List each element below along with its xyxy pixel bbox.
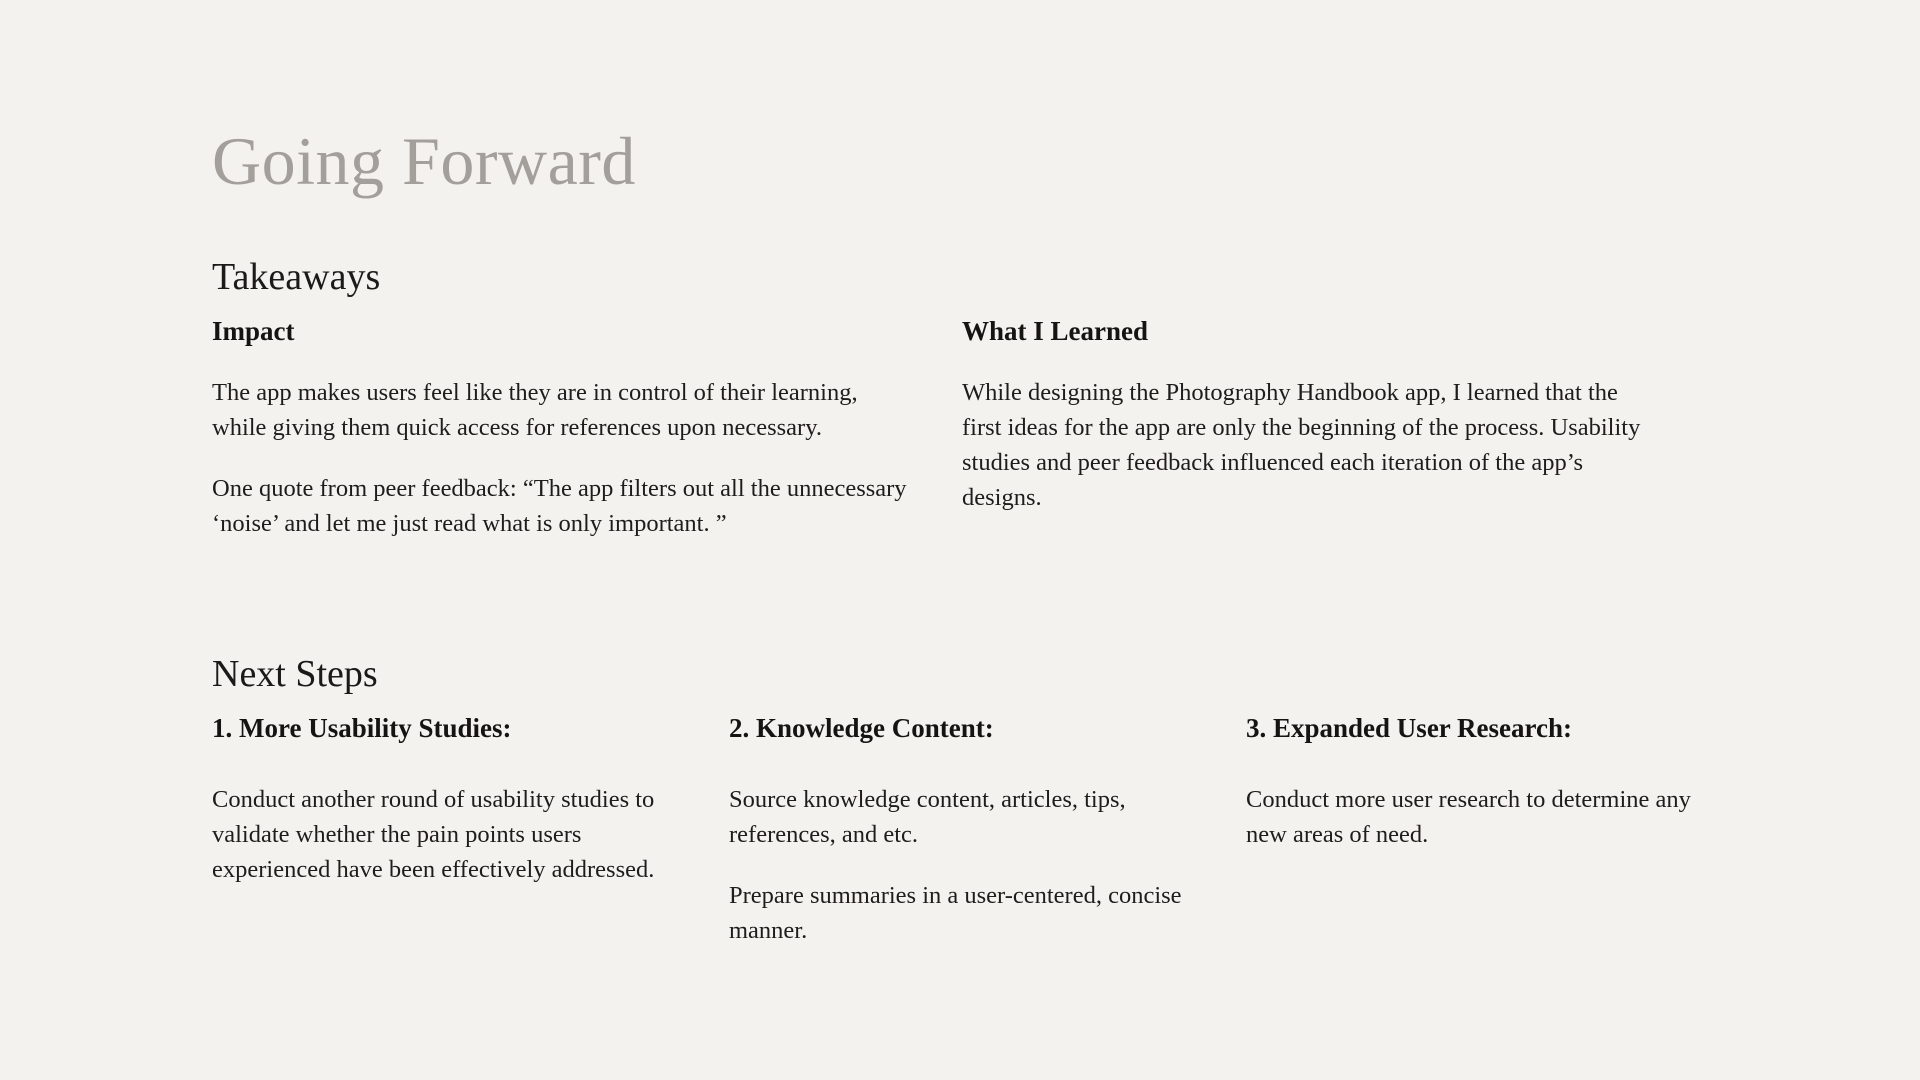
next-steps-columns bbox=[212, 712, 1772, 949]
page-title: Going Forward bbox=[212, 122, 636, 199]
takeaway-learned-paragraph-1: While designing the Photography Handbook app, I learned that the first ideas for the app are only the beginning of the process. Usability studies and peer feedback influenced each iteration of the app’s designs. bbox=[962, 379, 1641, 511]
next-step-1-title: 1. More Usability Studies: bbox=[212, 712, 512, 743]
takeaway-impact-paragraph-2: One quote from peer feedback: “The app filters out all the unnecessary ‘noise’ and let me just read what is only important. ” bbox=[212, 474, 907, 537]
takeaways-section bbox=[212, 255, 1712, 541]
takeaways-columns bbox=[212, 315, 1712, 542]
takeaway-impact-paragraph-1: The app makes users feel like they are in control of their learning, while giving them quick access for references upon necessary. bbox=[212, 379, 858, 442]
takeaway-learned-title: What I Learned bbox=[962, 315, 1149, 346]
takeaway-impact-title: Impact bbox=[212, 315, 295, 346]
next-step-1-paragraph-1: Conduct another round of usability studies to validate whether the pain points users experienced have been effectively addressed. bbox=[212, 786, 655, 883]
next-step-column-1 bbox=[212, 712, 729, 949]
next-step-3-paragraph-1: Conduct more user research to determine any new areas of need. bbox=[1246, 786, 1691, 849]
next-step-2-paragraph-2: Prepare summaries in a user-centered, concise manner. bbox=[729, 881, 1182, 944]
next-step-column-2 bbox=[729, 712, 1246, 949]
next-steps-heading: Next Steps bbox=[212, 653, 378, 695]
takeaway-column-what-i-learned bbox=[962, 315, 1712, 542]
next-step-3-title: 3. Expanded User Research: bbox=[1246, 712, 1573, 743]
next-steps-section bbox=[212, 652, 1772, 948]
takeaway-column-impact bbox=[212, 315, 962, 542]
next-step-column-3 bbox=[1246, 712, 1763, 949]
next-step-2-paragraph-1: Source knowledge content, articles, tips, references, and etc. bbox=[729, 786, 1126, 849]
takeaways-heading: Takeaways bbox=[212, 256, 381, 298]
next-step-2-title: 2. Knowledge Content: bbox=[729, 712, 994, 743]
